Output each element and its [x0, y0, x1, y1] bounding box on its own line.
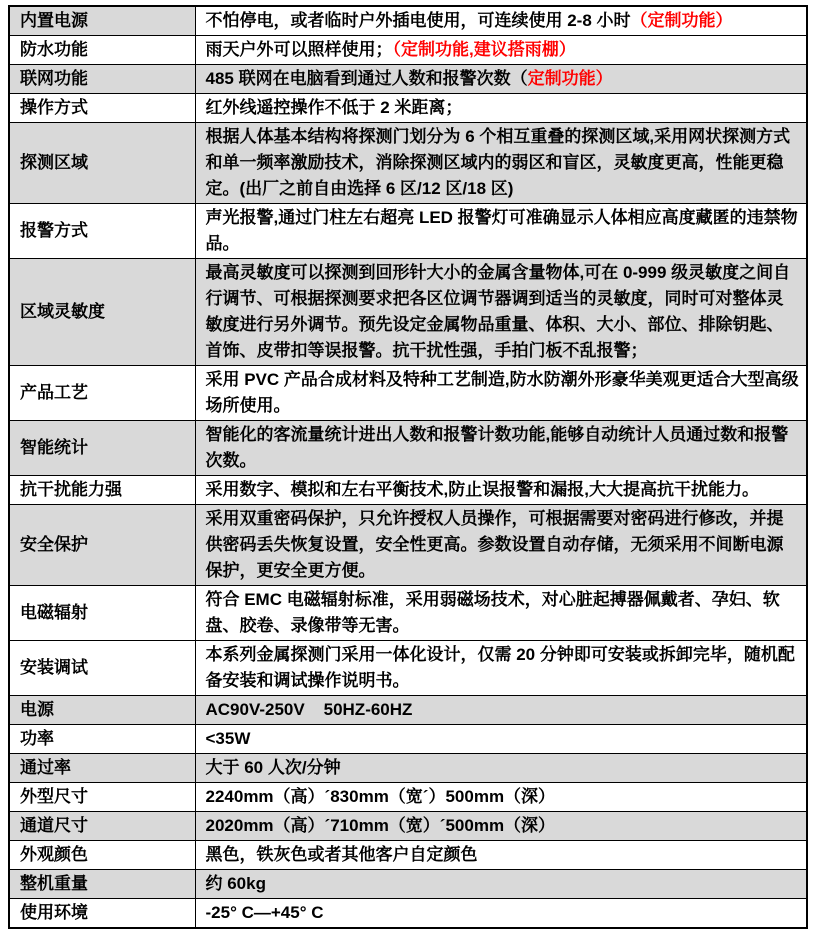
spec-text: 根据人体基本结构将探测门划分为 6 个相互重叠的探测区域,采用网状探测方式和单一频率激励技术，消除探测区域内的弱区和盲区，灵敏度更高，性能更稳定。(出厂之前自由选择 6 区/12 区/18 区): [205, 127, 791, 198]
spec-label: 防水功能: [9, 36, 195, 65]
table-row: [9, 812, 807, 841]
spec-label: 智能统计: [9, 421, 195, 476]
spec-value: [195, 783, 807, 812]
spec-value: [195, 259, 807, 366]
spec-value: [195, 6, 807, 36]
spec-text: 雨天户外可以照样使用；: [205, 40, 393, 59]
table-row: [9, 6, 807, 36]
table-row: [9, 123, 807, 204]
table-row: [9, 783, 807, 812]
highlight-text: （定制功能）: [630, 11, 733, 30]
table-row: [9, 754, 807, 783]
spec-value: [195, 123, 807, 204]
spec-value: [195, 94, 807, 123]
table-row: [9, 204, 807, 259]
spec-value: [195, 841, 807, 870]
spec-label: 探测区域: [9, 123, 195, 204]
spec-label: 整机重量: [9, 870, 195, 899]
table-row: [9, 725, 807, 754]
spec-label: 通过率: [9, 754, 195, 783]
spec-label: 功率: [9, 725, 195, 754]
table-row: [9, 65, 807, 94]
spec-value: [195, 725, 807, 754]
spec-label: 报警方式: [9, 204, 195, 259]
spec-value: [195, 641, 807, 696]
spec-label: 产品工艺: [9, 366, 195, 421]
table-row: [9, 870, 807, 899]
table-row: [9, 94, 807, 123]
spec-text: 不怕停电，或者临时户外插电使用，可连续使用 2-8 小时: [205, 11, 631, 30]
spec-label: 联网功能: [9, 65, 195, 94]
spec-label: 安全保护: [9, 505, 195, 586]
spec-text: 本系列金属探测门采用一体化设计，仅需 20 分钟即可安装或拆卸完毕，随机配备安装和调试操作说明书。: [205, 645, 795, 690]
spec-text: 红外线遥控操作不低于 2 米距离；: [205, 98, 463, 117]
table-row: [9, 841, 807, 870]
spec-text: 2240mm（高）´830mm（宽´）500mm（深）: [205, 787, 556, 806]
spec-value: [195, 870, 807, 899]
spec-label: 使用环境: [9, 899, 195, 929]
spec-value: [195, 204, 807, 259]
spec-label: 区域灵敏度: [9, 259, 195, 366]
spec-label: 通道尺寸: [9, 812, 195, 841]
spec-value: [195, 476, 807, 505]
spec-text: 采用 PVC 产品合成材料及特种工艺制造,防水防潮外形豪华美观更适合大型高级场所使用。: [205, 370, 799, 415]
spec-value: [195, 65, 807, 94]
spec-text: 声光报警,通过门柱左右超亮 LED 报警灯可准确显示人体相应高度藏匿的违禁物品。: [205, 208, 798, 253]
table-row: [9, 505, 807, 586]
spec-label: 抗干扰能力强: [9, 476, 195, 505]
table-row: [9, 586, 807, 641]
spec-value: [195, 505, 807, 586]
spec-value: [195, 754, 807, 783]
spec-label: 外型尺寸: [9, 783, 195, 812]
table-row: [9, 476, 807, 505]
spec-label: 电磁辐射: [9, 586, 195, 641]
spec-value: [195, 366, 807, 421]
spec-text: 约 60kg: [205, 874, 266, 893]
spec-value: [195, 586, 807, 641]
table-row: [9, 366, 807, 421]
spec-label: 内置电源: [9, 6, 195, 36]
table-row: [9, 899, 807, 929]
spec-table-body: [9, 6, 807, 928]
spec-label: 外观颜色: [9, 841, 195, 870]
spec-text: 符合 EMC 电磁辐射标准，采用弱磁场技术，对心脏起搏器佩戴者、孕妇、软盘、胶卷、录像带等无害。: [205, 590, 780, 635]
spec-text: -25° C—+45° C: [205, 903, 324, 922]
spec-value: [195, 421, 807, 476]
spec-label: 操作方式: [9, 94, 195, 123]
table-row: [9, 696, 807, 725]
spec-text: 采用数字、模拟和左右平衡技术,防止误报警和漏报,大大提高抗干扰能力。: [205, 480, 759, 499]
spec-value: [195, 899, 807, 929]
spec-value: [195, 812, 807, 841]
spec-text: 智能化的客流量统计进出人数和报警计数功能,能够自动统计人员通过数和报警次数。: [205, 425, 789, 470]
table-row: [9, 36, 807, 65]
spec-text: <35W: [205, 729, 251, 748]
table-row: [9, 641, 807, 696]
table-row: [9, 421, 807, 476]
spec-text: 采用双重密码保护，只允许授权人员操作，可根据需要对密码进行修改，并提供密码丢失恢复设置，安全性更高。参数设置自动存储，无须采用不间断电源保护，更安全更方便。: [205, 509, 784, 580]
spec-text: 黑色，铁灰色或者其他客户自定颜色: [205, 845, 478, 864]
spec-value: [195, 696, 807, 725]
spec-value: [195, 36, 807, 65]
spec-label: 安装调试: [9, 641, 195, 696]
spec-label: 电源: [9, 696, 195, 725]
spec-text: 2020mm（高）´710mm（宽）´500mm（深）: [205, 816, 556, 835]
spec-text: 大于 60 人次/分钟: [205, 758, 341, 777]
highlight-text: 定制功能）: [527, 69, 613, 88]
table-row: [9, 259, 807, 366]
spec-text: 485 联网在电脑看到通过人数和报警次数（: [205, 69, 528, 88]
highlight-text: （定制功能,建议搭雨棚）: [392, 40, 576, 59]
spec-table: [8, 5, 808, 929]
spec-text: 最高灵敏度可以探测到回形针大小的金属含量物体,可在 0-999 级灵敏度之间自行调节、可根据探测要求把各区位调节器调到适当的灵敏度，同时可对整体灵敏度进行另外调节。预先设定金属物品重量、体积、大小、部位、排除钥匙、首饰、皮带扣等误报警。抗干扰性强，手拍门板不乱报警；: [205, 263, 791, 360]
spec-text: AC90V-250V 50HZ-60HZ: [205, 700, 413, 719]
